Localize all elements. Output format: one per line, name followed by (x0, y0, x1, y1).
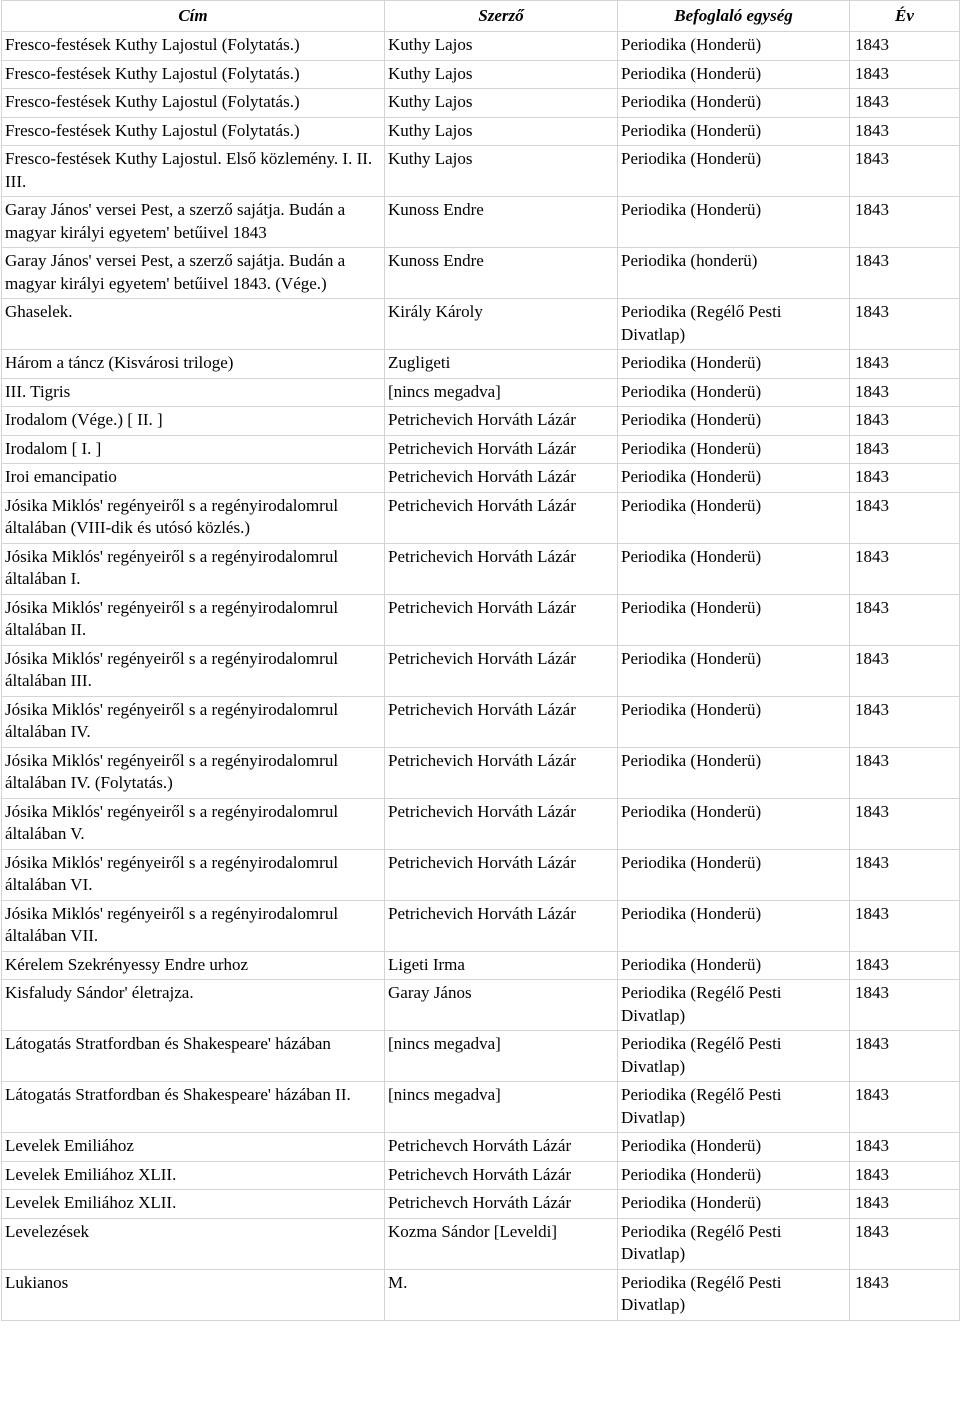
cell-title: Garay János' versei Pest, a szerző sajátja. Budán a magyar királyi egyetem' betűivel 1843 (2, 197, 385, 248)
cell-year: 1843 (850, 60, 960, 89)
cell-year: 1843 (850, 980, 960, 1031)
cell-title: Levelek Emiliához XLII. (2, 1161, 385, 1190)
cell-title: Fresco-festések Kuthy Lajostul (Folytatás.) (2, 117, 385, 146)
cell-title: Fresco-festések Kuthy Lajostul. Első közlemény. I. II. III. (2, 146, 385, 197)
cell-author: Petrichevich Horváth Lázár (385, 696, 618, 747)
cell-year: 1843 (850, 146, 960, 197)
cell-title: Levelek Emiliához XLII. (2, 1190, 385, 1219)
cell-container: Periodika (Honderü) (618, 407, 850, 436)
cell-year: 1843 (850, 1133, 960, 1162)
cell-title: Kisfaludy Sándor' életrajza. (2, 980, 385, 1031)
table-row (2, 60, 960, 89)
cell-author: Petrichevich Horváth Lázár (385, 594, 618, 645)
cell-container: Periodika (Honderü) (618, 350, 850, 379)
table-row (2, 849, 960, 900)
cell-title: Kérelem Szekrényessy Endre urhoz (2, 951, 385, 980)
cell-container: Periodika (Honderü) (618, 594, 850, 645)
cell-year: 1843 (850, 798, 960, 849)
column-header-title: Cím (2, 1, 385, 32)
cell-year: 1843 (850, 117, 960, 146)
table-row (2, 350, 960, 379)
cell-container: Periodika (Honderü) (618, 798, 850, 849)
cell-container: Periodika (Honderü) (618, 89, 850, 118)
cell-title: Jósika Miklós' regényeiről s a regényirodalomrul általában V. (2, 798, 385, 849)
cell-container: Periodika (Honderü) (618, 378, 850, 407)
table-row (2, 1269, 960, 1320)
cell-container: Periodika (Honderü) (618, 849, 850, 900)
table-row (2, 645, 960, 696)
cell-title: Lukianos (2, 1269, 385, 1320)
cell-author: Kuthy Lajos (385, 60, 618, 89)
cell-author: Kuthy Lajos (385, 89, 618, 118)
cell-year: 1843 (850, 1031, 960, 1082)
table-row (2, 747, 960, 798)
cell-container: Periodika (Honderü) (618, 117, 850, 146)
header-row (2, 1, 960, 32)
table-row (2, 1082, 960, 1133)
cell-container: Periodika (Honderü) (618, 645, 850, 696)
cell-container: Periodika (Honderü) (618, 435, 850, 464)
cell-container: Periodika (Honderü) (618, 951, 850, 980)
column-header-author: Szerző (385, 1, 618, 32)
table-row (2, 89, 960, 118)
cell-year: 1843 (850, 1082, 960, 1133)
table-row (2, 146, 960, 197)
cell-year: 1843 (850, 951, 960, 980)
column-header-year: Év (850, 1, 960, 32)
cell-title: Jósika Miklós' regényeiről s a regényirodalomrul általában VI. (2, 849, 385, 900)
cell-title: Jósika Miklós' regényeiről s a regényirodalomrul általában IV. (Folytatás.) (2, 747, 385, 798)
table-row (2, 798, 960, 849)
table-row (2, 951, 960, 980)
cell-author: Petrichevich Horváth Lázár (385, 492, 618, 543)
table-row (2, 1031, 960, 1082)
cell-author: Petrichevich Horváth Lázár (385, 849, 618, 900)
table-row (2, 900, 960, 951)
cell-year: 1843 (850, 543, 960, 594)
table-row (2, 32, 960, 61)
cell-container: Periodika (Honderü) (618, 32, 850, 61)
table-row (2, 1218, 960, 1269)
cell-container: Periodika (Honderü) (618, 1190, 850, 1219)
cell-year: 1843 (850, 378, 960, 407)
table-row (2, 980, 960, 1031)
cell-container: Periodika (Regélő Pesti Divatlap) (618, 299, 850, 350)
cell-year: 1843 (850, 747, 960, 798)
table-row (2, 299, 960, 350)
cell-container: Periodika (Regélő Pesti Divatlap) (618, 980, 850, 1031)
cell-author: Kuthy Lajos (385, 146, 618, 197)
cell-year: 1843 (850, 248, 960, 299)
cell-year: 1843 (850, 645, 960, 696)
cell-year: 1843 (850, 197, 960, 248)
cell-author: Kunoss Endre (385, 248, 618, 299)
cell-title: Három a táncz (Kisvárosi triloge) (2, 350, 385, 379)
table-row (2, 1133, 960, 1162)
cell-container: Periodika (Regélő Pesti Divatlap) (618, 1218, 850, 1269)
cell-author: Petrichevch Horváth Lázár (385, 1133, 618, 1162)
cell-container: Periodika (honderü) (618, 248, 850, 299)
cell-year: 1843 (850, 435, 960, 464)
cell-title: Jósika Miklós' regényeiről s a regényirodalomrul általában IV. (2, 696, 385, 747)
cell-container: Periodika (Honderü) (618, 1133, 850, 1162)
cell-title: Jósika Miklós' regényeiről s a regényirodalomrul általában III. (2, 645, 385, 696)
cell-author: Kuthy Lajos (385, 32, 618, 61)
cell-year: 1843 (850, 89, 960, 118)
cell-author: Ligeti Irma (385, 951, 618, 980)
cell-author: [nincs megadva] (385, 1031, 618, 1082)
cell-container: Periodika (Honderü) (618, 492, 850, 543)
cell-title: Garay János' versei Pest, a szerző sajátja. Budán a magyar királyi egyetem' betűivel 1843. (Vége.) (2, 248, 385, 299)
cell-container: Periodika (Honderü) (618, 197, 850, 248)
cell-year: 1843 (850, 849, 960, 900)
cell-author: Király Károly (385, 299, 618, 350)
cell-container: Periodika (Regélő Pesti Divatlap) (618, 1269, 850, 1320)
cell-author: [nincs megadva] (385, 1082, 618, 1133)
cell-title: Látogatás Stratfordban és Shakespeare' házában (2, 1031, 385, 1082)
table-row (2, 464, 960, 493)
cell-container: Periodika (Honderü) (618, 60, 850, 89)
table-row (2, 492, 960, 543)
cell-author: Petrichevich Horváth Lázár (385, 407, 618, 436)
cell-title: Levelezések (2, 1218, 385, 1269)
catalog-table (1, 0, 960, 1321)
cell-container: Periodika (Honderü) (618, 146, 850, 197)
cell-author: Kunoss Endre (385, 197, 618, 248)
cell-container: Periodika (Regélő Pesti Divatlap) (618, 1031, 850, 1082)
table-row (2, 1161, 960, 1190)
cell-title: Jósika Miklós' regényeiről s a regényirodalomrul általában I. (2, 543, 385, 594)
cell-author: Petrichevich Horváth Lázár (385, 464, 618, 493)
cell-title: III. Tigris (2, 378, 385, 407)
table-row (2, 117, 960, 146)
cell-year: 1843 (850, 594, 960, 645)
cell-author: Kozma Sándor [Leveldi] (385, 1218, 618, 1269)
column-header-container: Befoglaló egység (618, 1, 850, 32)
cell-year: 1843 (850, 1190, 960, 1219)
cell-title: Fresco-festések Kuthy Lajostul (Folytatás.) (2, 32, 385, 61)
cell-author: Garay János (385, 980, 618, 1031)
cell-year: 1843 (850, 32, 960, 61)
cell-container: Periodika (Honderü) (618, 696, 850, 747)
cell-container: Periodika (Honderü) (618, 900, 850, 951)
cell-year: 1843 (850, 1269, 960, 1320)
cell-author: [nincs megadva] (385, 378, 618, 407)
cell-container: Periodika (Honderü) (618, 543, 850, 594)
cell-year: 1843 (850, 350, 960, 379)
cell-author: Petrichevich Horváth Lázár (385, 543, 618, 594)
cell-author: Petrichevich Horváth Lázár (385, 900, 618, 951)
table-row (2, 543, 960, 594)
cell-container: Periodika (Honderü) (618, 747, 850, 798)
cell-title: Iroi emancipatio (2, 464, 385, 493)
cell-author: Petrichevch Horváth Lázár (385, 1161, 618, 1190)
cell-author: Kuthy Lajos (385, 117, 618, 146)
cell-year: 1843 (850, 1218, 960, 1269)
cell-title: Fresco-festések Kuthy Lajostul (Folytatás.) (2, 60, 385, 89)
cell-author: Zugligeti (385, 350, 618, 379)
cell-container: Periodika (Honderü) (618, 464, 850, 493)
cell-year: 1843 (850, 492, 960, 543)
cell-year: 1843 (850, 464, 960, 493)
cell-author: Petrichevich Horváth Lázár (385, 435, 618, 464)
cell-author: M. (385, 1269, 618, 1320)
table-row (2, 407, 960, 436)
cell-year: 1843 (850, 299, 960, 350)
cell-container: Periodika (Honderü) (618, 1161, 850, 1190)
cell-author: Petrichevch Horváth Lázár (385, 1190, 618, 1219)
table-row (2, 378, 960, 407)
table-row (2, 435, 960, 464)
cell-year: 1843 (850, 407, 960, 436)
cell-title: Irodalom (Vége.) [ II. ] (2, 407, 385, 436)
table-row (2, 696, 960, 747)
table-row (2, 197, 960, 248)
cell-title: Fresco-festések Kuthy Lajostul (Folytatás.) (2, 89, 385, 118)
cell-year: 1843 (850, 900, 960, 951)
cell-author: Petrichevich Horváth Lázár (385, 645, 618, 696)
cell-title: Jósika Miklós' regényeiről s a regényirodalomrul általában VII. (2, 900, 385, 951)
cell-title: Levelek Emiliához (2, 1133, 385, 1162)
cell-title: Jósika Miklós' regényeiről s a regényirodalomrul általában (VIII-dik és utósó közlés.) (2, 492, 385, 543)
cell-author: Petrichevich Horváth Lázár (385, 747, 618, 798)
table-row (2, 1190, 960, 1219)
table-row (2, 248, 960, 299)
cell-title: Látogatás Stratfordban és Shakespeare' házában II. (2, 1082, 385, 1133)
table-body (2, 32, 960, 1321)
cell-container: Periodika (Regélő Pesti Divatlap) (618, 1082, 850, 1133)
cell-title: Irodalom [ I. ] (2, 435, 385, 464)
cell-title: Ghaselek. (2, 299, 385, 350)
cell-year: 1843 (850, 696, 960, 747)
cell-title: Jósika Miklós' regényeiről s a regényirodalomrul általában II. (2, 594, 385, 645)
cell-author: Petrichevich Horváth Lázár (385, 798, 618, 849)
cell-year: 1843 (850, 1161, 960, 1190)
table-row (2, 594, 960, 645)
